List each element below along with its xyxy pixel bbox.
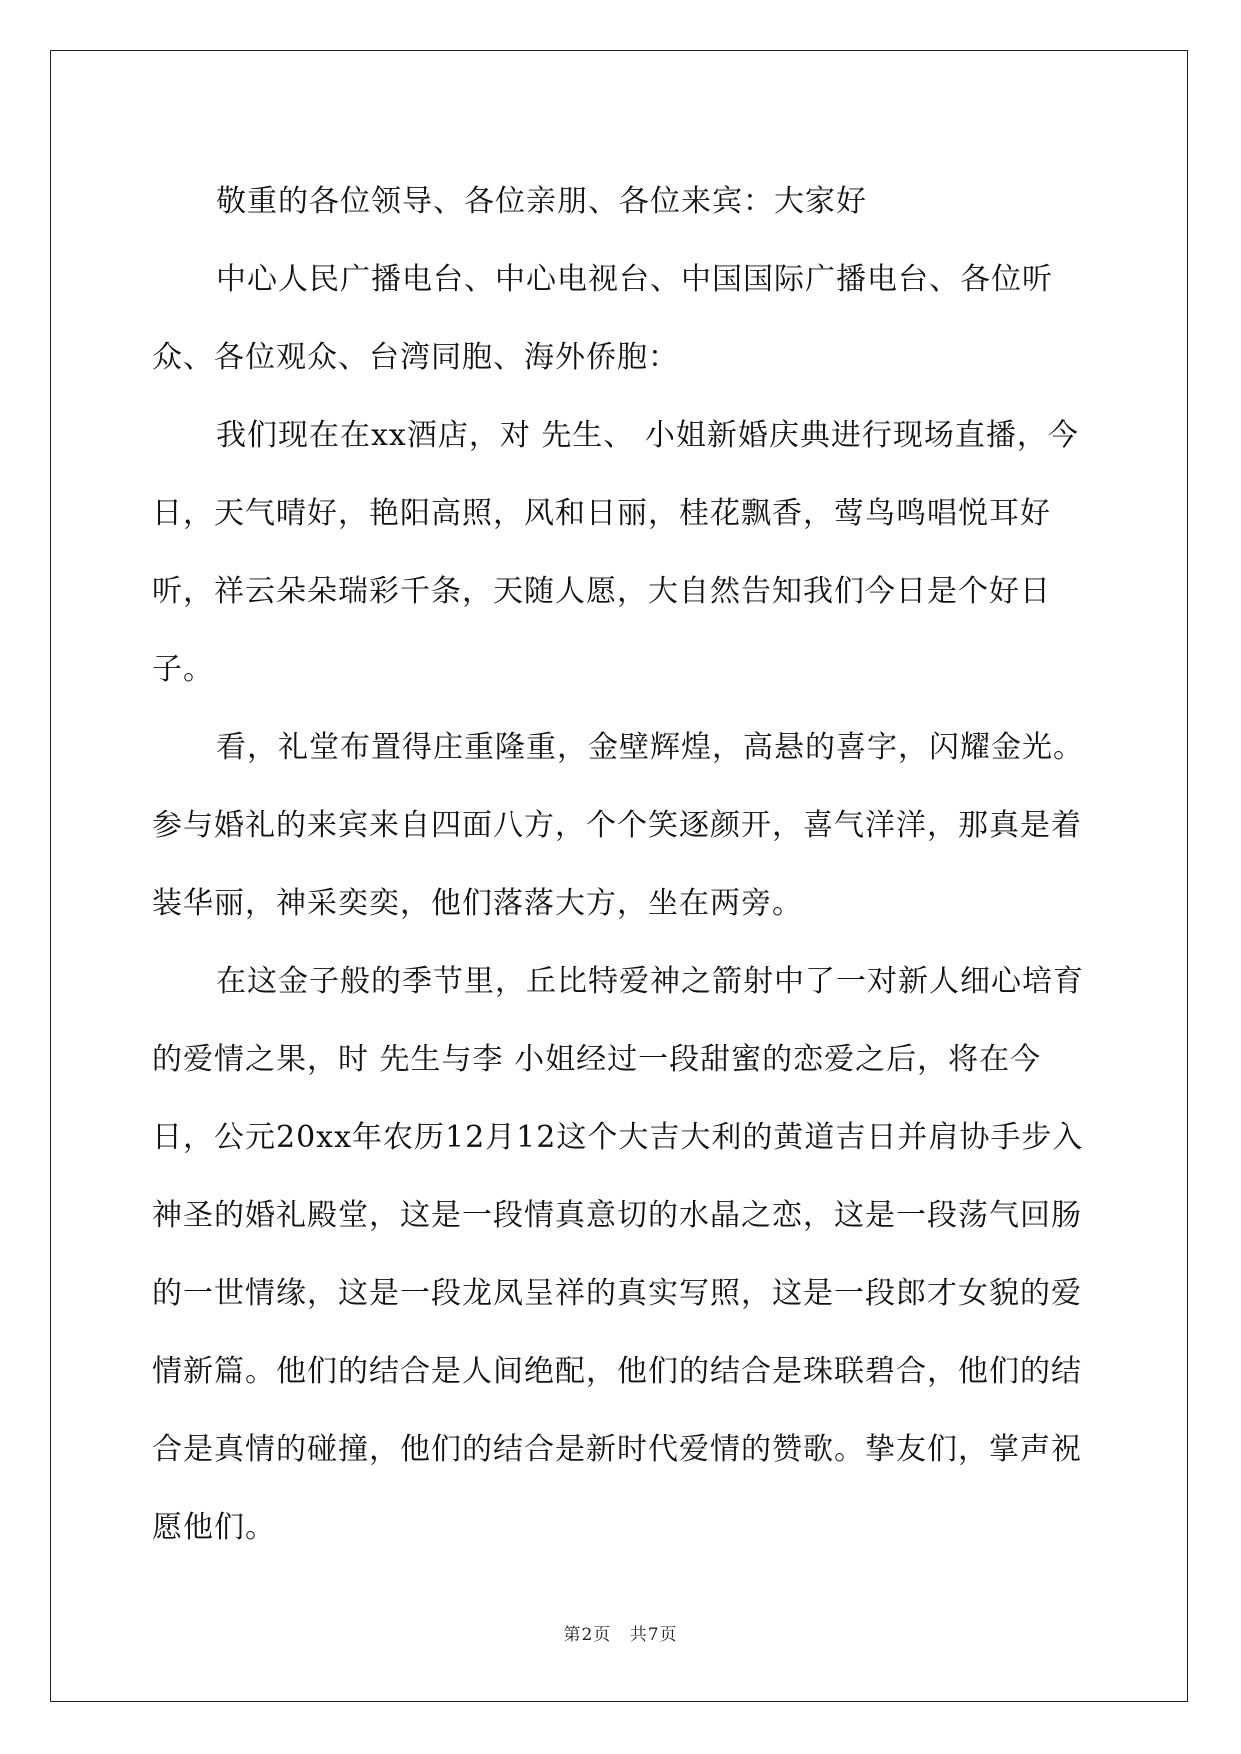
paragraph-greeting: 敬重的各位领导、各位亲朋、各位来宾：大家好 bbox=[216, 184, 867, 219]
paragraph-couple-story: 在这金子般的季节里，丘比特爱神之箭射中了一对新人细心培育的爱情之果，时 先生与李 小姐经过一段甜蜜的恋爱之后，将在今日，公元20xx年农历12月12这个大吉大利的黄道吉日并肩协手步入神圣的婚礼殿堂，这是一段情真意切的水晶之恋，这是一段荡气回肠的一世情缘，这是一段龙凤呈祥的真实写照，这是一段郎才女貌的爱情新篇。他们的结合是人间绝配，他们的结合是珠联碧合，他们的结合是真情的碰撞，他们的结合是新时代爱情的赞歌。挚友们，掌声祝愿他们。 bbox=[152, 964, 1084, 1545]
paragraph-hall-description: 看，礼堂布置得庄重隆重，金壁辉煌，高悬的喜字，闪耀金光。参与婚礼的来宾来自四面八方，个个笑逐颜开，喜气洋洋，那真是着装华丽，神采奕奕，他们落落大方，坐在两旁。 bbox=[152, 730, 1084, 921]
page-footer bbox=[0, 1620, 1241, 1645]
page-number: 第2页 bbox=[563, 1625, 612, 1645]
paragraph-live-broadcast: 我们现在在xx酒店，对 先生、 小姐新婚庆典进行现场直播，今日，天气晴好，艳阳高照，风和日丽，桂花飘香，莺鸟鸣唱悦耳好听，祥云朵朵瑞彩千条，天随人愿，大自然告知我们今日是个好日子。 bbox=[152, 418, 1079, 687]
paragraph-broadcast-address: 中心人民广播电台、中心电视台、中国国际广播电台、各位听众、各位观众、台湾同胞、海外侨胞： bbox=[152, 262, 1053, 375]
document-body bbox=[152, 163, 1102, 1567]
page-total: 共7页 bbox=[629, 1625, 678, 1645]
